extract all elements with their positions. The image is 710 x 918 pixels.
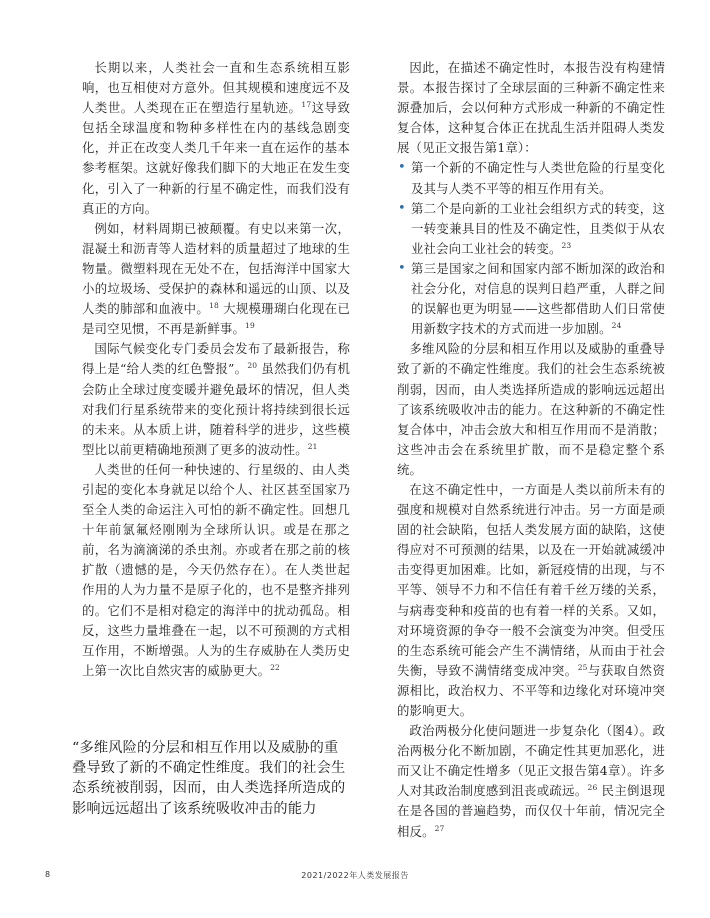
footnote-marker[interactable]: 27 xyxy=(434,823,445,833)
running-title: 2021/2022年人类发展报告 xyxy=(301,871,409,880)
paragraph: 国际气候变化专门委员会发布了最新报告，称得上是“给人类的红色警报”。$^{20}$ 虽然我们仍有机会防止全球过度变暖并避免最坏的情况，但人类对我们行星系统带来的变化预计将持续到很长远的未来。从本质上讲，随着科学的进步，这些模型比以前更精确地预测了更多的波动性。$^{21}$ xyxy=(82,341,350,457)
paragraph: 在这不确定性中，一方面是人类以前所未有的强度和规模对自然系统进行冲击。另一方面是顽固的社会缺陷，包括人类发展方面的缺陷，这使得应对不可预测的结果，以及在一开始就减缓冲击变得更加困难。比如，新冠疫情的出现，与不平等、领导不力和不信任有着千丝万缕的关系，与病毒变种和疫苗的也有着一样的关系。又如，对环境资源的争夺一般不会演变为冲突。但受压的生态系统可能会产生不满情绪，从而由于社会失衡，导致不满情绪变成冲突。$^{25}$与获取自然资源相比，政治权力、不平等和边缘化对环境冲突的影响更大。 xyxy=(397,481,665,718)
footnote-marker[interactable]: 17 xyxy=(301,100,312,110)
footnote-marker[interactable]: 24 xyxy=(611,321,622,331)
footnote-marker[interactable]: 20 xyxy=(247,361,258,371)
footnote-marker[interactable]: 26 xyxy=(587,783,598,793)
intro-paragraph: 因此，在描述不确定性时，本报告没有构建情景。本报告探讨了全球层面的三种新不确定性来源叠加后，会以何种方式形成一种新的不确定性复合体，这种复合体正在扰乱生活并阻碍人类发展（见正文报告第1章）： xyxy=(397,60,665,156)
bullet-list xyxy=(397,158,665,339)
paragraph: 人类世的任何一种快速的、行星级的、由人类引起的变化本身就足以给个人、社区甚至国家乃至全人类的命运注入可怕的新不确定性。回想几十年前氯氟烃刚刚为全球所认识。或是在那之前，名为滴滴涕的杀虫剂。亦或者在那之前的核扩散（遗憾的是，今天仍然存在）。在人类世起作用的人为力量不是原子化的，也不是整齐排列的。它们不是相对稳定的海洋中的扰动孤岛。相反，这些力量堆叠在一起，以不可预测的方式相互作用，不断增强。人为的生存威胁在人类历史上第一次比自然灾害的威胁更大。$^{22}$ xyxy=(82,461,350,678)
left-column xyxy=(82,58,350,681)
footnote-marker[interactable]: 18 xyxy=(209,301,219,310)
paragraph: 例如，材料周期已被颠覆。有史以来第一次，混凝土和沥青等人造材料的质量超过了地球的生物量。微塑料现在无处不在，包括海洋中国家大小的垃圾场、受保护的森林和遥远的山顶、以及人类的肺部和血液中。$^{18}$ 大规模珊瑚白化现在已是司空见惯，不再是新鲜事。$^{19}$ xyxy=(82,220,351,337)
pull-quote: “多维风险的分层和相互作用以及威胁的重叠导致了新的不确定性维度。我们的社会生态系统被削弱，因而，由人类选择所造成的影响远远超出了该系统吸收冲击的能力 xyxy=(72,740,346,817)
footnote-marker[interactable]: 21 xyxy=(307,441,318,451)
footnote-marker[interactable]: 23 xyxy=(561,240,572,250)
right-column xyxy=(397,58,665,842)
page-number: 8 xyxy=(45,870,51,879)
paragraph: 政治两极分化使问题进一步复杂化（图4）。政治两极分化不断加剧，不确定性其更加恶化，进而又让不确定性增多（见正文报告第4章）。许多人对其政治制度感到沮丧或疏远。$^{26}$ 民主倒退现在是各国的普遍趋势，而仅仅十年前，情况完全相反。$^{27}$ xyxy=(397,723,666,839)
bullet-item: • 第三是国家之间和国家内部不断加深的政治和社会分化，对信息的误判日趋严重，人群之间的误解也更为明显——这些都借助人们日常使用新数字技术的方式而进一步加剧。$^{24}$ xyxy=(397,259,665,339)
bullet-item: • 第一个新的不确定性与人类世危险的行星变化及其与人类不平等的相互作用有关。 xyxy=(397,158,665,198)
paragraph: 多维风险的分层和相互作用以及威胁的重叠导致了新的不确定性维度。我们的社会生态系统被削弱，因而，由人类选择所造成的影响远远超出了该系统吸收冲击的能力。在这种新的不确定性复合体中，冲击会放大和相互作用而不是消散；这些冲击会在系统里扩散，而不是稳定整个系统。 xyxy=(397,341,665,477)
footnote-marker[interactable]: 19 xyxy=(245,321,255,331)
paragraph: 长期以来，人类社会一直和生态系统相互影响，也互相使对方意外。但其规模和速度远不及人类世。人类现在正在塑造行星轨迹。$^{17}$这导致包括全球温度和物种多样性在内的基线急剧变化，并正在改变人类几千年来一直在运作的基本参考框架。这就好像我们脚下的大地正在发生变化，引入了一种新的行星不确定性，而我们没有真正的方向。 xyxy=(82,60,350,216)
footnote-marker[interactable]: 22 xyxy=(270,662,280,672)
bullet-item: • 第二个是向新的工业社会组织方式的转变，这一转变兼具目的性及不确定性，且类似于从农业社会向工业社会的转变。$^{23}$ xyxy=(397,199,665,259)
footnote-marker[interactable]: 25 xyxy=(577,662,588,672)
